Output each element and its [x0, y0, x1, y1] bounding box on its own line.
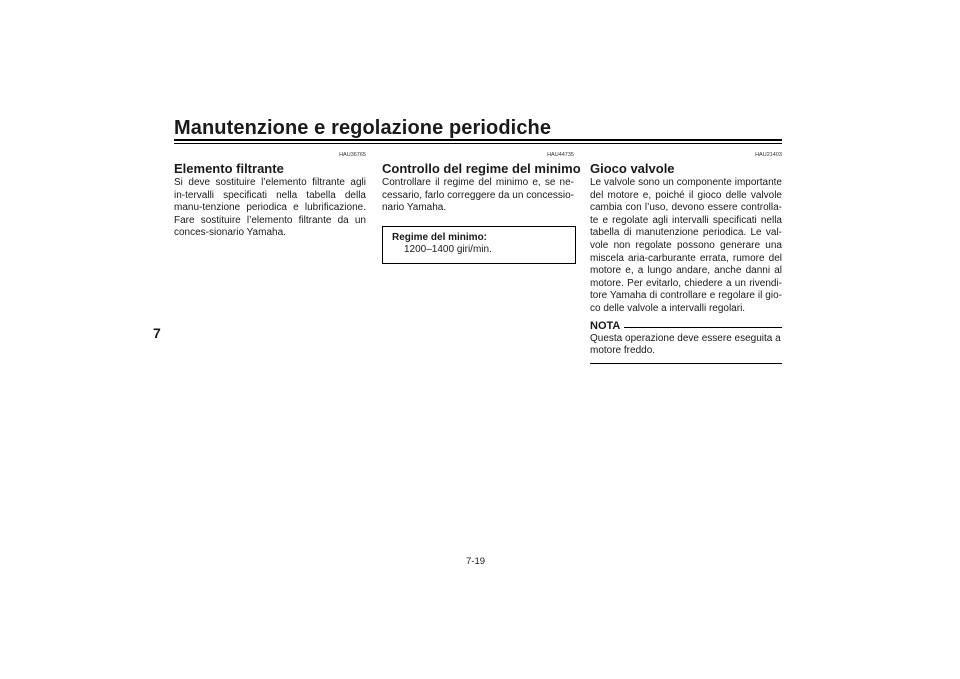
- spec-value: 1200–1400 giri/min.: [404, 244, 492, 256]
- note-body: Questa operazione deve essere eseguita a motore freddo.: [590, 332, 781, 357]
- section-valve-clearance: [590, 152, 782, 364]
- chapter-tab: 7: [153, 325, 161, 341]
- section-air-filter: [174, 152, 366, 240]
- section-body: Le valvole sono un componente importante del motore e, poiché il gioco delle valvole cambia con l’uso, devono essere controlla-te e regolate agli intervalli specificati nella tabella di manutenzione periodica. Le val-vole non regolate possono generare una miscela aria-carburante errata, rumore del motore e, a lungo andare, anche danni al motore. Per evitarlo, chiedere a un rivendi-tore Yamaha di controllare e regolare il gio-co delle valvole a intervalli regolari.: [590, 177, 782, 314]
- section-code: HAU44735: [547, 152, 574, 158]
- section-heading: Elemento filtrante: [174, 161, 284, 176]
- note-end-rule: [590, 363, 782, 364]
- section-body: Si deve sostituire l’elemento filtrante agli in-tervalli specificati nella tabella della manu-tenzione periodica e lubrificazione. Fare sostituire l’elemento filtrante da un conces-sionario Yamaha.: [174, 177, 366, 239]
- header-rule: [174, 139, 782, 141]
- section-idle-speed: [382, 152, 581, 264]
- note-label: NOTA: [590, 319, 621, 332]
- section-heading: Controllo del regime del minimo: [382, 161, 581, 176]
- spec-box: [382, 226, 576, 264]
- section-heading: Gioco valvole: [590, 161, 675, 176]
- spec-label: Regime del minimo:: [392, 231, 488, 243]
- header-rule-thin: [174, 143, 782, 144]
- page-title: Manutenzione e regolazione periodiche: [174, 117, 552, 139]
- note-header: [590, 320, 782, 332]
- section-body: Controllare il regime del minimo e, se ne-cessario, farlo correggere da un concessio-nario Yamaha.: [382, 177, 574, 214]
- section-code: HAU21403: [755, 152, 782, 158]
- page-number: 7-19: [466, 556, 486, 567]
- note-rule: [624, 327, 782, 328]
- section-code: HAU36765: [339, 152, 366, 158]
